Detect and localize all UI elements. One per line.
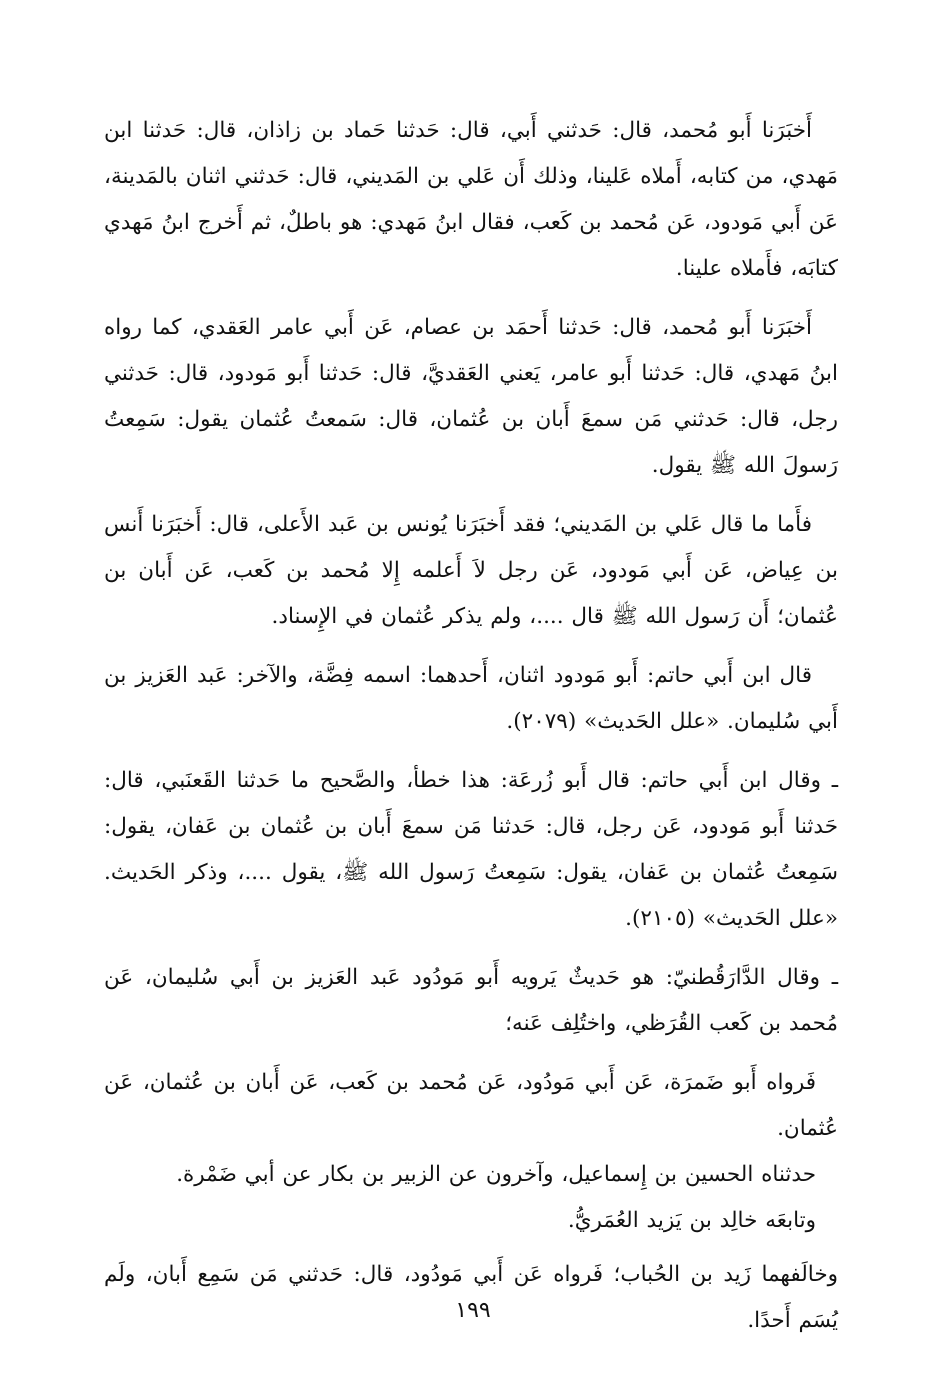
paragraph-5: ـ وقال ابن أَبي حاتم: قال أَبو زُرعَة: هذا خطأ، والصَّحيح ما حَدثنا القَعنَبي، قال: حَدثنا أَبو مَودود، عَن رجل، قال: حَدثنا مَن سمعَ أَبان بن عُثمان بن عَفان، يقول: سَمِعتُ عُثمان بن عَفان، يقول: سَمِعتُ رَسول الله ﷺ، يقول ....، وذكر الحَديث. «علل الحَديث» (٢١٠٥). [104, 768, 838, 931]
paragraph-4: قال ابن أَبي حاتم: أَبو مَودود اثنان، أَحدهما: اسمه فِضَّة، والآخر: عَبد العَزيز بن أَبي سُليمان. «علل الحَديث» (٢٠٧٩). [104, 663, 838, 734]
paragraph-1: أَخبَرَنا أَبو مُحمد، قال: حَدثني أَبي، قال: حَدثنا حَماد بن زاذان، قال: حَدثنا ابن مَهدي، من كتابه، أَملاه عَلينا، وذلك أَن عَلي بن المَديني، قال: حَدثني اثنان بالمَدينة، عَن أَبي مَودود، عَن مُحمد بن كَعب، فقال ابنُ مَهدي: هو باطلٌ، ثم أَخرج ابنُ مَهدي كتابَه، فأَملاه علينا. [104, 118, 838, 281]
page-number: ١٩٩ [455, 1298, 491, 1323]
paragraph-2: أَخبَرَنا أَبو مُحمد، قال: حَدثنا أَحمَد بن عصام، عَن أَبي عامر العَقدي، كما رواه ابنُ مَهدي، قال: حَدثنا أَبو عامر، يَعني العَقديَّ، قال: حَدثنا أَبو مَودود، قال: حَدثني رجل، قال: حَدثني مَن سمعَ أَبان بن عُثمان، قال: سَمعتُ عُثمان يقول: سَمِعتُ رَسولَ الله ﷺ يقول. [104, 315, 838, 478]
final-paragraph: وخالَفهما زَيد بن الحُباب؛ فَرواه عَن أَبي مَودُود، قال: حَدثني مَن سَمِع أَبان، ولَم يُسَم أَحدًا. [104, 1262, 838, 1333]
paragraph-3: فأَما ما قال عَلي بن المَديني؛ فقد أَخبَرَنا يُونس بن عَبد الأَعلى، قال: أَخبَرَنا أَنس بن عِياض، عَن أَبي مَودود، عَن رجل لاَ أَعلمه إِلا مُحمد بن كَعب، عَن أَبان بن عُثمان؛ أَن رَسول الله ﷺ قال ....، ولم يذكر عُثمان في الإِسناد. [104, 512, 838, 629]
document-page [104, 108, 838, 1357]
paragraph-6: ـ وقال الدَّارَقُطنيّ: هو حَديثٌ يَرويه أَبو مَودُود عَبد العَزيز بن أَبي سُليمان، عَن مُحمد بن كَعب القُرَظي، واختُلِف عَنه؛ [104, 965, 838, 1036]
sub-paragraph-2: حدثناه الحسين بن إِسماعيل، وآخرون عن الزبير بن بكار عن أبي ضَمْرة. [176, 1162, 816, 1187]
sub-paragraph-3: وتابعَه خالِد بن يَزيد العُمَريُّ. [567, 1208, 816, 1233]
sub-paragraph-1: فَرواه أَبو ضَمرَة، عَن أَبي مَودُود، عَن مُحمد بن كَعب، عَن أَبان بن عُثمان، عَن عُثمان. [104, 1070, 838, 1141]
